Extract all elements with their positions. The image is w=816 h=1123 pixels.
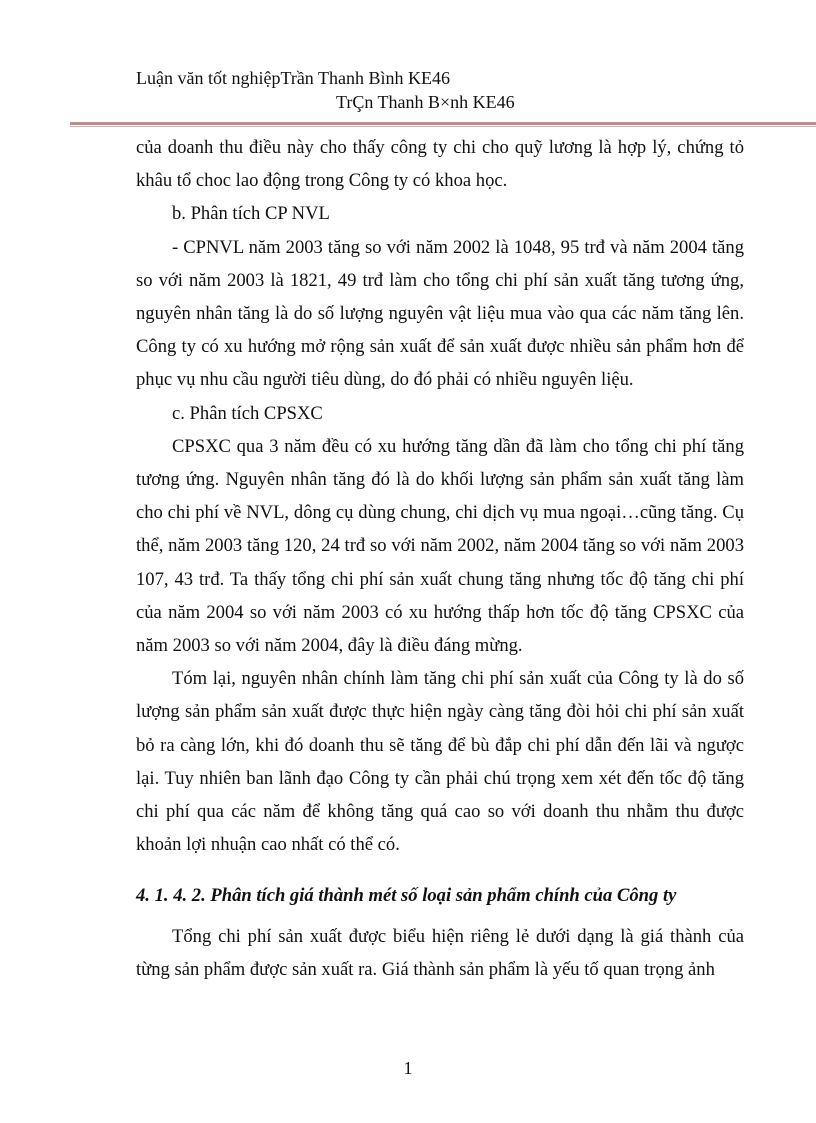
page-number: 1 [403, 1058, 413, 1078]
paragraph-2: - CPNVL năm 2003 tăng so với năm 2002 là 1048, 95 trđ và năm 2004 tăng so với năm 2003 là 1821, 49 trđ làm cho tổng chi phí sản xuất tăng tương ứng, nguyên nhân tăng là do số lượng nguyên vật liệu mua vào qua các năm tăng lên. Công ty có xu hướng mở rộng sản xuất để sản xuất được nhiều sản phẩm hơn để phục vụ nhu cầu người tiêu dùng, do đó phải có nhiều nguyên liệu. [136, 236, 744, 391]
header-rule-thin [70, 126, 816, 127]
body-text-continued [136, 920, 744, 986]
header-rule [70, 122, 816, 125]
section-heading: 4. 1. 4. 2. Phân tích giá thành mét số loại sản phẩm chính của Công ty [136, 885, 677, 906]
header-line-1: Luận văn tốt nghiệpTrần Thanh Bình KE46 [136, 68, 450, 88]
header-line-2: TrÇn Thanh B×nh KE46 [336, 92, 515, 112]
paragraph-4: Tóm lại, nguyên nhân chính làm tăng chi phí sản xuất của Công ty là do số lượng sản phẩm sản xuất được thực hiện ngày càng tăng đòi hỏi chi phí sản xuất bỏ ra càng lớn, khi đó doanh thu sẽ tăng để bù đắp chi phí dẫn đến lãi và ngược lại. Tuy nhiên ban lãnh đạo Công ty cần phải chú trọng xem xét đến tốc độ tăng chi phí qua các năm để không tăng quá cao so với doanh thu nhằm thu được khoản lợi nhuận cao nhất có thể có. [136, 668, 744, 856]
subheading-c: c. Phân tích CPSXC [172, 402, 323, 424]
paragraph-5: Tổng chi phí sản xuất được biểu hiện riêng lẻ dưới dạng là giá thành của từng sản phẩm được sản xuất ra. Giá thành sản phẩm là yếu tố quan trọng ảnh [136, 926, 744, 981]
paragraph-3: CPSXC qua 3 năm đều có xu hướng tăng dần đã làm cho tổng chi phí tăng tương ứng. Nguyên nhân tăng đó là do khối lượng sản phẩm sản xuất tăng làm cho chi phí về NVL, dông cụ dùng chung, chi dịch vụ mua ngoại…cũng tăng. Cụ thể, năm 2003 tăng 120, 24 trđ so với năm 2002, năm 2004 tăng so với năm 2003 107, 43 trđ. Ta thấy tổng chi phí sản xuất chung tăng nhưng tốc độ tăng chi phí của năm 2004 so với năm 2003 có xu hướng thấp hơn tốc độ tăng CPSXC của năm 2003 so với năm 2004, đây là điều đáng mừng. [136, 435, 744, 657]
running-header [136, 66, 515, 114]
subheading-b: b. Phân tích CP NVL [172, 203, 330, 225]
body-text [136, 131, 744, 861]
paragraph-1: của doanh thu điều này cho thấy công ty chi cho quỹ lương là hợp lý, chứng tỏ khâu tổ choc lao động trong Công ty có khoa học. [136, 137, 744, 192]
